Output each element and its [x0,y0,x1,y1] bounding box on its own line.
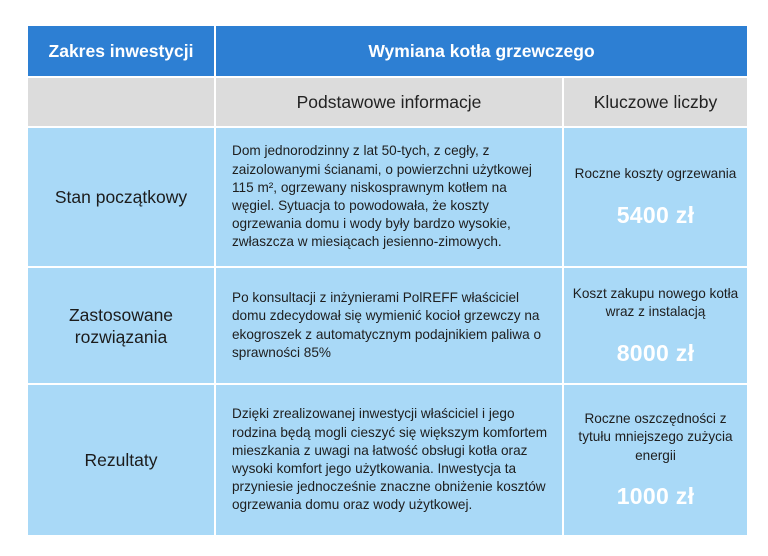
row-key-solutions [564,268,747,385]
subheader-basic-info: Podstawowe informacje [216,78,564,128]
key-caption: Roczne oszczędności z tytułu mniejszego zużycia energii [578,410,733,463]
header-title: Wymiana kotła grzewczego [216,26,747,78]
row-label-results: Rezultaty [28,385,216,535]
description-text: Dom jednorodzinny z lat 50-tych, z cegły, z zaizolowanymi ścianami, o powierzchni użytkowej 115 m², ogrzewany niskosprawnym kotłem na węgiel. Sytuacja to powodowała, że koszty ogrzewania domu i wody były bardzo wysokie, zwłaszcza w miesiącach jesienno-zimowych. [232,143,532,250]
investment-table [28,26,747,535]
row-key-initial-state [564,128,747,268]
description-text: Dzięki zrealizowanej inwestycji właściciel i jego rodzina będą mogli cieszyć się większym komfortem mieszkania z uwagi na łatwość obsługi kotła oraz wysoki komfort jego użytkowania. Inwestycja ta przyniesie jednocześnie znaczne obniżenie kosztów ogrzewania domu oraz wody użytkowej. [232,406,548,513]
row-label-initial-state: Stan początkowy [28,128,216,268]
key-value: 5400 zł [616,201,695,228]
row-description-solutions [216,268,564,385]
subheader-empty [28,78,216,128]
description-text: Po konsultacji z inżynierami PolREFF właściciel domu zdecydował się wymienić kocioł grzewczy na ekogroszek z automatycznym podajnikiem paliwa o sprawności 85% [232,290,542,360]
key-caption: Roczne koszty ogrzewania [574,166,737,182]
header-scope: Zakres inwestycji [28,26,216,78]
row-key-results [564,385,747,535]
key-value: 8000 zł [616,339,695,366]
row-label-solutions: Zastosowane rozwiązania [28,268,216,385]
subheader-key-numbers: Kluczowe liczby [564,78,747,128]
row-description-initial-state [216,128,564,268]
row-description-results [216,385,564,535]
key-caption: Koszt zakupu nowego kotła wraz z instalacją [572,285,739,319]
key-value: 1000 zł [616,483,695,510]
